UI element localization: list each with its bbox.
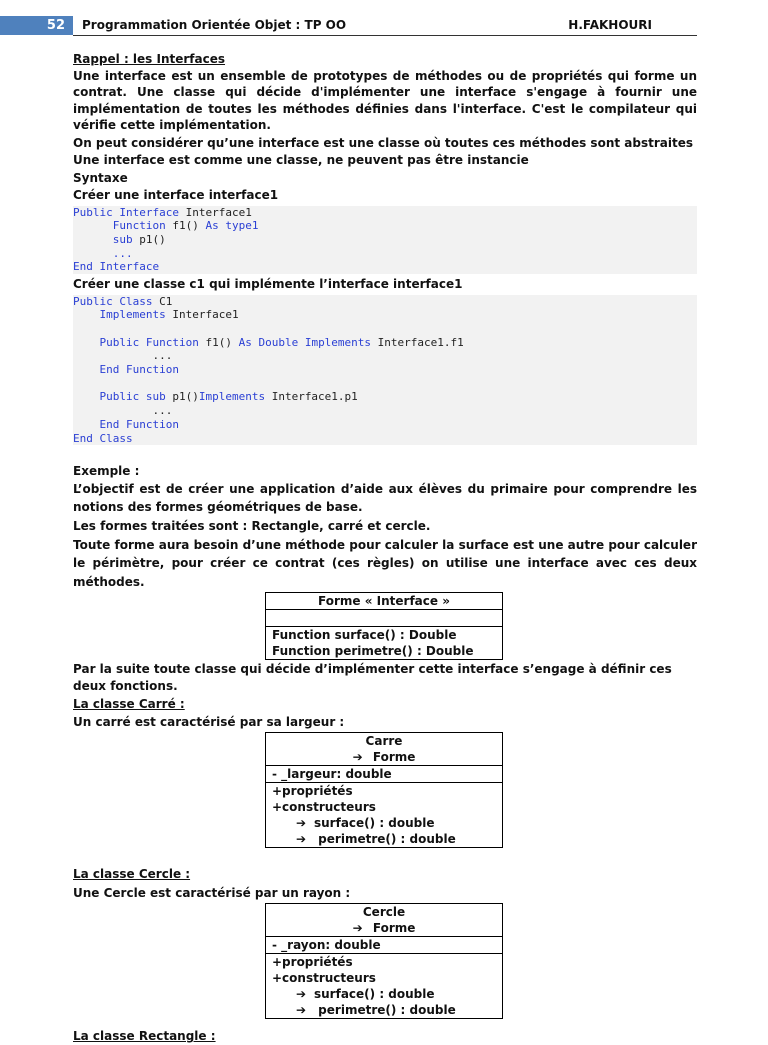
code-text: Interface1 xyxy=(165,308,239,322)
code-line xyxy=(73,336,697,350)
paragraph-contrat: Toute forme aura besoin d’une méthode pour calculer la surface est une autre pour calculer le périmètre, pour créer ce contrat (ces règles) on utilise une interface avec ces deux méthodes. xyxy=(73,537,697,589)
page-number: 52 xyxy=(0,16,73,35)
uml-method-surface xyxy=(272,815,496,831)
create-interface-label: Créer une interface interface1 xyxy=(73,188,279,202)
code-text: ... xyxy=(73,404,173,418)
code-keyword: As Double Implements xyxy=(238,335,372,349)
page-header xyxy=(0,16,768,38)
code-line xyxy=(73,295,697,309)
paragraph-abstract: On peut considérer qu’une interface est une classe où toutes ces méthodes sont abstraites xyxy=(73,135,693,150)
code-line xyxy=(73,322,697,336)
uml-members xyxy=(266,783,503,848)
code-text: Interface1 xyxy=(178,205,252,219)
arrow-right-icon: ➔ xyxy=(296,987,307,1002)
paragraph-instantiation: Une interface est comme une classe, ne peuvent pas être instancie xyxy=(73,153,529,167)
uml-method-perimetre: Function perimetre() : Double xyxy=(272,644,474,659)
code-text: p1() xyxy=(165,390,199,404)
section-heading-cercle: La classe Cercle : xyxy=(73,867,191,882)
header-author: H.FAKHOURI xyxy=(568,18,652,32)
create-class-label: Créer une classe c1 qui implémente l’interface interface1 xyxy=(73,277,463,292)
uml-method-surface xyxy=(272,986,496,1002)
uml-title: Forme « Interface » xyxy=(266,593,503,610)
code-text: f1() xyxy=(165,219,206,233)
uml-attribute: - _largeur: double xyxy=(266,766,503,783)
code-text: f1() xyxy=(198,335,239,349)
uml-attributes-empty xyxy=(266,610,503,627)
code-line xyxy=(73,308,697,322)
code-keyword: End Class xyxy=(73,431,133,445)
code-keyword: End Function xyxy=(73,417,179,431)
code-keyword: Function xyxy=(73,219,166,233)
uml-class-header xyxy=(266,904,503,937)
uml-method-surface-label: surface() : double xyxy=(314,987,435,1002)
uml-ctors: +constructeurs xyxy=(272,971,376,986)
code-line xyxy=(73,233,697,247)
uml-parent-name: Forme xyxy=(372,750,416,765)
code-keyword: As xyxy=(205,219,219,233)
uml-forme-interface xyxy=(265,592,503,660)
section-heading-rectangle: La classe Rectangle : xyxy=(73,1029,216,1044)
arrow-right-icon: ➔ xyxy=(296,832,307,847)
code-line xyxy=(73,377,697,391)
section-heading-carre: La classe Carré : xyxy=(73,697,185,712)
uml-props: +propriétés xyxy=(272,784,353,799)
code-text: Interface1.p1 xyxy=(265,390,358,404)
document-body xyxy=(73,51,697,1045)
code-line xyxy=(73,404,697,418)
paragraph-interface-definition: Une interface est un ensemble de prototypes de méthodes ou de propriétés qui forme un contrat. Une classe qui décide d'implémenter une interface s'engage à fournir une implémentation de toutes les méthodes définies dans l'interface. C'est le compilateur qui vérifie cette implémentation. xyxy=(73,68,697,132)
code-text: C1 xyxy=(152,294,173,308)
code-block-class xyxy=(73,295,697,446)
uml-class-name: Carre xyxy=(365,734,403,749)
code-keyword: sub xyxy=(73,232,133,246)
code-line xyxy=(73,390,697,404)
syntaxe-label: Syntaxe xyxy=(73,170,128,185)
header-rule xyxy=(73,35,697,36)
uml-method-perimetre xyxy=(272,831,496,847)
code-text: Interface1.f1 xyxy=(371,335,464,349)
uml-class-header xyxy=(266,733,503,766)
code-keyword: Public Interface xyxy=(73,205,179,219)
uml-carre xyxy=(265,732,503,848)
code-line xyxy=(73,247,697,261)
arrow-right-icon: ➔ xyxy=(352,921,363,936)
uml-parent xyxy=(272,749,496,765)
code-text: p1() xyxy=(132,232,166,246)
uml-parent-name: Forme xyxy=(372,921,416,936)
code-keyword: Implements xyxy=(198,390,266,404)
code-keyword: type1 xyxy=(225,219,259,233)
uml-method-perimetre xyxy=(272,1002,496,1018)
code-line xyxy=(73,432,697,446)
code-line xyxy=(73,206,697,220)
code-keyword: Public Function xyxy=(73,335,199,349)
paragraph-objectif: L’objectif est de créer une application d’aide aux élèves du primaire pour comprendre les notions des formes géométriques de base. xyxy=(73,481,697,515)
code-keyword: End Interface xyxy=(73,260,160,274)
uml-parent xyxy=(272,920,496,936)
uml-method-surface-label: surface() : double xyxy=(314,816,435,831)
code-line xyxy=(73,363,697,377)
code-text: ... xyxy=(73,349,173,363)
code-keyword: ... xyxy=(73,246,133,260)
uml-methods xyxy=(266,627,503,660)
section-heading-rappel: Rappel : les Interfaces xyxy=(73,52,226,66)
code-keyword: End Function xyxy=(73,363,179,377)
code-keyword: Implements xyxy=(73,308,166,322)
uml-method-perimetre-label: perimetre() : double xyxy=(314,832,456,847)
code-keyword: Public Class xyxy=(73,294,153,308)
code-line xyxy=(73,260,697,274)
header-title: Programmation Orientée Objet : TP OO xyxy=(82,18,347,32)
arrow-right-icon: ➔ xyxy=(296,1003,307,1018)
arrow-right-icon: ➔ xyxy=(296,816,307,831)
uml-ctors: +constructeurs xyxy=(272,800,376,815)
paragraph-formes: Les formes traitées sont : Rectangle, carré et cercle. xyxy=(73,518,431,533)
uml-attribute: - _rayon: double xyxy=(266,937,503,954)
arrow-right-icon: ➔ xyxy=(352,750,363,765)
uml-members xyxy=(266,954,503,1019)
code-line xyxy=(73,349,697,363)
code-line xyxy=(73,219,697,233)
section-heading-exemple: Exemple : xyxy=(73,464,140,479)
code-block-interface xyxy=(73,206,697,275)
uml-method-surface: Function surface() : Double xyxy=(272,628,457,643)
code-line xyxy=(73,418,697,432)
carre-description: Un carré est caractérisé par sa largeur : xyxy=(73,714,345,729)
uml-method-perimetre-label: perimetre() : double xyxy=(314,1003,456,1018)
uml-props: +propriétés xyxy=(272,955,353,970)
uml-class-name: Cercle xyxy=(362,905,406,920)
uml-cercle xyxy=(265,903,503,1019)
paragraph-after-table: Par la suite toute classe qui décide d’implémenter cette interface s’engage à définir ces deux fonctions. xyxy=(73,662,672,693)
code-keyword: Public sub xyxy=(73,390,166,404)
cercle-description: Une Cercle est caractérisé par un rayon : xyxy=(73,885,351,900)
